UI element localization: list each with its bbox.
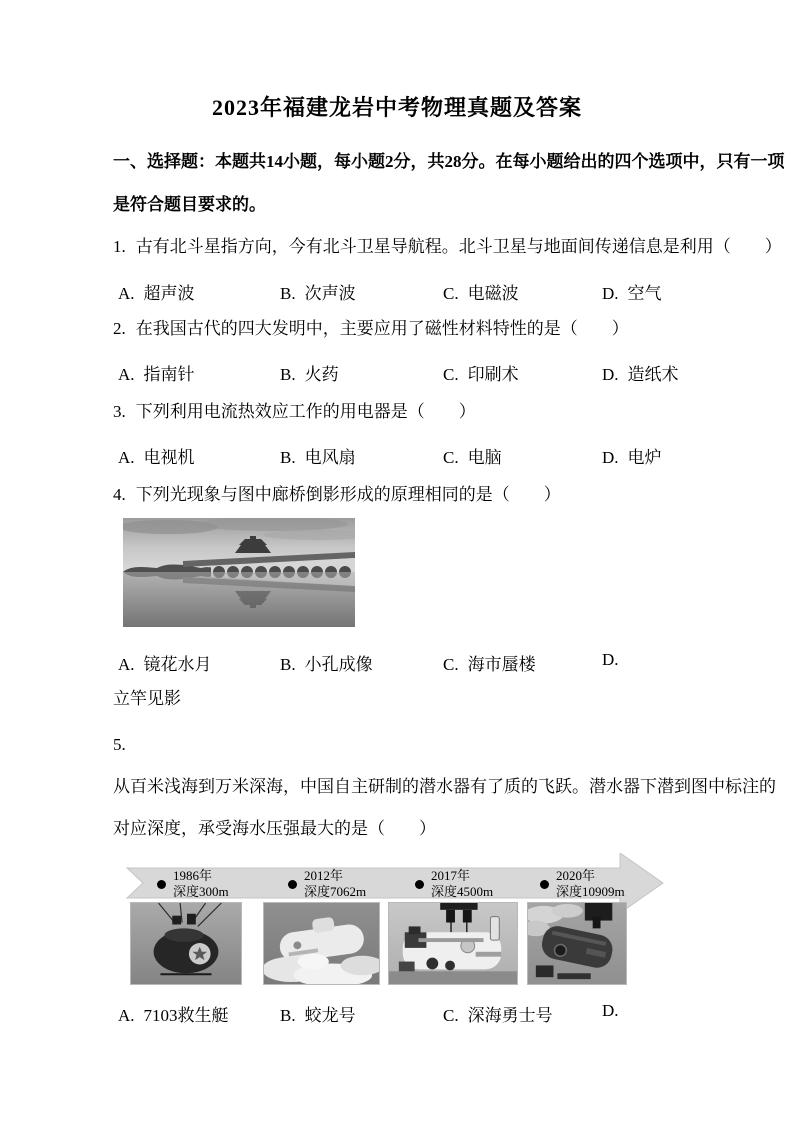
q3-option-c: C. 电脑 [443, 448, 502, 467]
bridge-reflection-photo [123, 518, 355, 627]
q4-option-a: A. 镜花水月 [118, 655, 212, 674]
milestone-2020 [540, 868, 625, 900]
milestone-depth: 深度7062m [304, 884, 367, 899]
q3-option-b: B. 电风扇 [280, 448, 356, 467]
milestone-year: 2012年 [304, 868, 344, 883]
photo-jiaolong [263, 902, 380, 985]
q1-option-c: C. 电磁波 [443, 284, 519, 303]
question-2-text: 2. 在我国古代的四大发明中，主要应用了磁性材料特性的是（ ） [113, 319, 629, 338]
photo-7103-lifeboat [130, 902, 242, 985]
milestone-2012 [288, 868, 366, 900]
q1-option-b: B. 次声波 [280, 284, 356, 303]
q4-option-c: C. 海市蜃楼 [443, 655, 536, 674]
photo-fendouzhe [527, 902, 627, 985]
section-instructions-line-1: 一、选择题：本题共14小题，每小题2分，共28分。在每小题给出的四个选项中，只有一项 [113, 152, 785, 171]
question-4-options [113, 650, 693, 672]
q2-option-a: A. 指南针 [118, 365, 195, 384]
bridge-photo-illustration [123, 518, 355, 627]
question-5-text-line-1: 从百米浅海到万米深海，中国自主研制的潜水器有了质的飞跃。潜水器下潜到图中标注的 [113, 777, 776, 796]
q2-option-b: B. 火药 [280, 365, 339, 384]
q5-option-d: D. [602, 1001, 619, 1020]
milestone-year: 2020年 [556, 868, 596, 883]
q1-option-d: D. 空气 [602, 284, 662, 303]
question-5-options [113, 1001, 693, 1023]
milestone-depth: 深度4500m [431, 884, 494, 899]
q2-option-d: D. 造纸术 [602, 365, 679, 384]
question-3-options [113, 443, 693, 465]
question-1-options [113, 279, 693, 301]
question-1-number: 1. [113, 237, 126, 256]
q5-option-c: C. 深海勇士号 [443, 1006, 553, 1025]
question-2-options [113, 360, 693, 382]
photo-shenhai-yongshi [388, 902, 518, 985]
q4-option-b: B. 小孔成像 [280, 655, 373, 674]
question-1-text: 1. 古有北斗星指方向，今有北斗卫星导航程。北斗卫星与地面间传递信息是利用（ ） [113, 237, 782, 256]
milestone-2017 [415, 868, 493, 900]
q4-option-d: D. [602, 650, 619, 669]
question-4-number: 4. [113, 485, 126, 504]
question-3-text: 3. 下列利用电流热效应工作的用电器是（ ） [113, 402, 476, 421]
q3-option-d: D. 电炉 [602, 448, 662, 467]
question-5-number: 5. [113, 735, 126, 754]
question-5-text-line-2: 对应深度，承受海水压强最大的是（ ） [113, 819, 436, 838]
question-3-number: 3. [113, 402, 126, 421]
submersible-timeline-figure [113, 853, 693, 993]
q5-option-a: A. 7103救生艇 [118, 1006, 229, 1025]
timeline-dot-icon [415, 880, 424, 889]
q1-option-a: A. 超声波 [118, 284, 195, 303]
doc-title: 2023年福建龙岩中考物理真题及答案 [211, 95, 582, 120]
q2-option-c: C. 印刷术 [443, 365, 519, 384]
milestone-depth: 深度300m [173, 884, 229, 899]
milestone-1986 [157, 868, 229, 900]
milestone-depth: 深度10909m [556, 884, 625, 899]
q3-option-a: A. 电视机 [118, 448, 195, 467]
milestone-year: 1986年 [173, 868, 213, 883]
timeline-dot-icon [157, 880, 166, 889]
question-2-number: 2. [113, 319, 126, 338]
timeline-dot-icon [540, 880, 549, 889]
section-instructions-line-2: 是符合题目要求的。 [113, 195, 266, 214]
milestone-year: 2017年 [431, 868, 471, 883]
question-4-option-d-overflow: 立竿见影 [113, 689, 181, 708]
q5-option-b: B. 蛟龙号 [280, 1006, 356, 1025]
question-4-text: 4. 下列光现象与图中廊桥倒影形成的原理相同的是（ ） [113, 485, 561, 504]
timeline-dot-icon [288, 880, 297, 889]
